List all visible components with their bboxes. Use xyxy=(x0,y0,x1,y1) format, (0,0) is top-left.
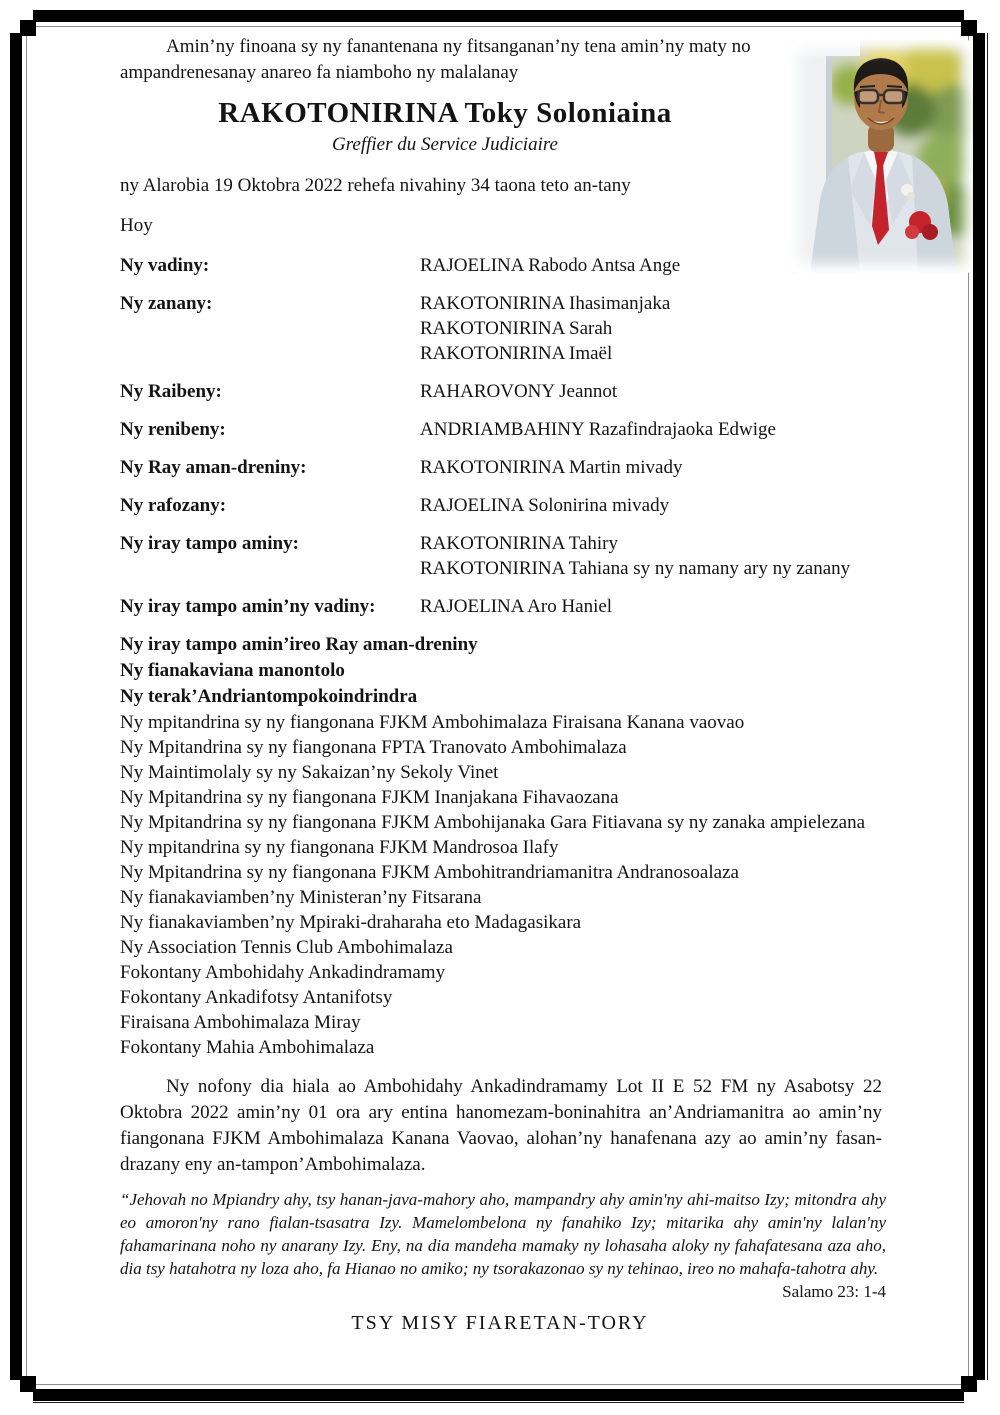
family-label: Ny zanany: xyxy=(120,293,213,314)
family-value: RAJOELINA Rabodo Antsa Ange xyxy=(420,255,681,276)
psalm-reference: Salamo 23: 1-4 xyxy=(782,1282,886,1301)
family-value: ANDRIAMBAHINY Razafindrajaoka Edwige xyxy=(420,419,776,440)
hoy-line: Hoy xyxy=(120,215,153,236)
family-row xyxy=(120,594,940,619)
family-row xyxy=(120,493,940,518)
family-row xyxy=(120,379,940,404)
family-table xyxy=(120,253,940,619)
family-value: RAKOTONIRINA Tahiry xyxy=(420,533,618,554)
family-label: Ny rafozany: xyxy=(120,495,227,516)
family-row xyxy=(120,417,940,442)
list-item: Ny fianakaviamben’ny Ministeran’ny Fitsarana xyxy=(120,887,482,908)
list-item: Fokontany Ambohidahy Ankadindramamy xyxy=(120,962,446,983)
bold-mourners-lines xyxy=(120,632,940,710)
list-item: Ny Maintimolaly sy ny Sakaizan’ny Sekoly Vinet xyxy=(120,762,499,783)
header-block xyxy=(120,96,770,158)
family-row xyxy=(120,455,940,480)
family-value: RAJOELINA Aro Haniel xyxy=(420,596,613,617)
family-label: Ny Raibeny: xyxy=(120,381,222,402)
family-value: RAKOTONIRINA Tahiana sy ny namany ary ny zanany xyxy=(420,558,851,579)
family-value: RAKOTONIRINA Imaël xyxy=(420,343,613,364)
frame-corner-step xyxy=(20,20,36,36)
death-date-line: ny Alarobia 19 Oktobra 2022 rehefa nivahiny 34 taona teto an-tany xyxy=(120,175,631,196)
family-row xyxy=(120,531,940,581)
bold-line: Ny terak’Andriantompokoindrindra xyxy=(120,686,418,707)
family-value: RAKOTONIRINA Martin mivady xyxy=(420,457,683,478)
bold-line: Ny fianakaviana manontolo xyxy=(120,660,345,681)
family-label: Ny Ray aman-dreniny: xyxy=(120,457,307,478)
no-wake-notice: TSY MISY FIARETAN-TORY xyxy=(351,1312,649,1334)
list-item: Ny mpitandrina sy ny fiangonana FJKM Mandrosoa Ilafy xyxy=(120,837,559,858)
frame-corner-step xyxy=(20,1376,36,1392)
family-label: Ny iray tampo amin’ny vadiny: xyxy=(120,596,376,617)
frame-corner-step xyxy=(961,20,977,36)
family-label: Ny renibeny: xyxy=(120,419,226,440)
family-value: RAHAROVONY Jeannot xyxy=(420,381,618,402)
psalm-quote: “Jehovah no Mpiandry ahy, tsy hanan-java-mahory aho, mampandry ahy amin'ny ahi-maitso Izy; mitondra ahy eo amoron'ny rano fialan-tsasatra Izy. Mamelombelona ny fanahiko Izy; mitarika ahy amin'ny lalan'ny fahamarinana noho ny anarany Izy. Eny, na dia mandeha mamaky ny lohasaha aloky ny fahafatesana aza aho, dia tsy hatahotra ny loza aho, fa Hianao no amiko; ny tsorakazonao sy ny tehinao, ireo no mahafa-tahotra ahy. xyxy=(120,1190,886,1278)
list-item: Ny mpitandrina sy ny fiangonana FJKM Ambohimalaza Firaisana Kanana vaovao xyxy=(120,712,745,733)
family-value: RAJOELINA Solonirina mivady xyxy=(420,495,670,516)
list-item: Ny Mpitandrina sy ny fiangonana FJKM Inanjakana Fihavaozana xyxy=(120,787,619,808)
list-item: Firaisana Ambohimalaza Miray xyxy=(120,1012,361,1033)
intro-line: Amin’ny finoana sy ny fanantenana ny fitsanganan’ny tena amin’ny maty no ampandrenesanay anareo fa niamboho ny malalanay xyxy=(120,36,751,83)
family-row xyxy=(120,291,940,366)
list-item: Ny fianakaviamben’ny Mpiraki-draharaha eto Madagasikara xyxy=(120,912,582,933)
deceased-profession: Greffier du Service Judiciaire xyxy=(332,134,558,155)
family-value: RAKOTONIRINA Sarah xyxy=(420,318,613,339)
family-label: Ny vadiny: xyxy=(120,255,210,276)
funeral-details-paragraph: Ny nofony dia hiala ao Ambohidahy Ankadindramamy Lot II E 52 FM ny Asabotsy 22 Oktobra 2022 amin’ny 01 ora ary entina hanomezam-boninahitra an’Andriamanitra ao amin’ny fiangonana FJKM Ambohimalaza Kanana Vaovao, alohan’ny hanafenana azy ao amin’ny fasan-drazany eny an-tampon’Ambohimalaza. xyxy=(120,1076,882,1175)
list-item: Ny Mpitandrina sy ny fiangonana FJKM Ambohitrandriamanitra Andranosoalaza xyxy=(120,862,739,883)
frame-corner-step xyxy=(961,1376,977,1392)
list-item: Ny Mpitandrina sy ny fiangonana FJKM Ambohijanaka Gara Fitiavana sy ny zanaka ampielezana xyxy=(120,812,866,833)
family-label: Ny iray tampo aminy: xyxy=(120,533,299,554)
list-item: Ny Association Tennis Club Ambohimalaza xyxy=(120,937,453,958)
organizations-list xyxy=(120,710,880,1060)
family-value: RAKOTONIRINA Ihasimanjaka xyxy=(420,293,671,314)
list-item: Fokontany Mahia Ambohimalaza xyxy=(120,1037,375,1058)
list-item: Ny Mpitandrina sy ny fiangonana FPTA Tranovato Ambohimalaza xyxy=(120,737,627,758)
deceased-name-title: RAKOTONIRINA Toky Soloniaina xyxy=(218,97,672,129)
portrait-photo xyxy=(790,40,973,273)
photo-soft-edge xyxy=(790,40,973,273)
bold-line: Ny iray tampo amin’ireo Ray aman-dreniny xyxy=(120,634,478,655)
list-item: Fokontany Ankadifotsy Antanifotsy xyxy=(120,987,393,1008)
